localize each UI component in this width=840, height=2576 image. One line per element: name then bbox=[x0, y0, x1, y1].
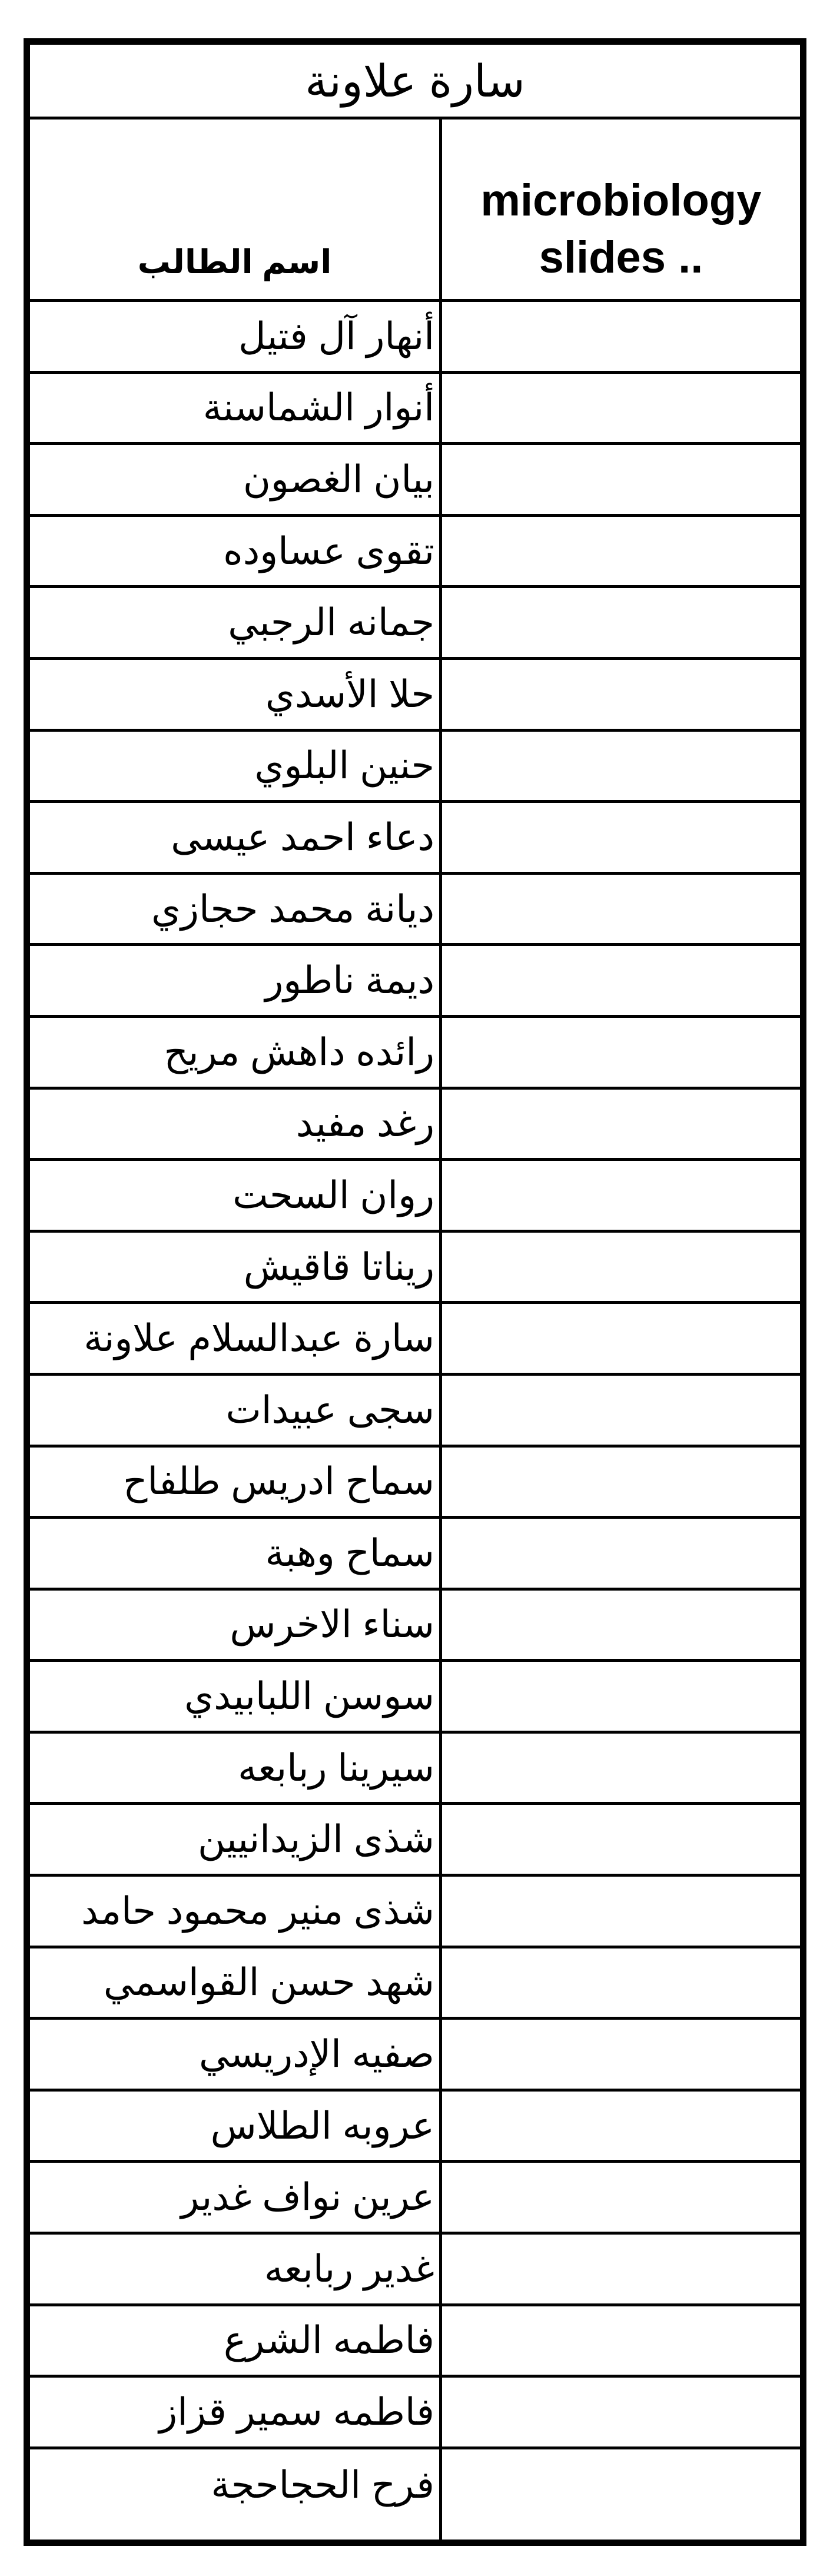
student-name-cell: بيان الغصون bbox=[243, 457, 434, 500]
student-name-cell: دعاء احمد عيسى bbox=[171, 815, 434, 858]
slides-mark-cell[interactable] bbox=[442, 1591, 800, 1659]
slides-mark-cell[interactable] bbox=[442, 1018, 800, 1087]
student-name-cell: سناء الاخرس bbox=[230, 1603, 434, 1646]
table-row bbox=[30, 1304, 800, 1376]
sheet-title: سارة علاونة bbox=[30, 45, 800, 119]
slides-mark-cell[interactable] bbox=[442, 302, 800, 371]
student-name-cell: شهد حسن القواسمي bbox=[103, 1961, 434, 2004]
slides-column-header: microbiology slides .. bbox=[480, 175, 762, 283]
table-row bbox=[30, 2092, 800, 2163]
table-row bbox=[30, 1877, 800, 1948]
slides-mark-cell[interactable] bbox=[442, 1090, 800, 1158]
student-name-cell: سماح ادريس طلفاح bbox=[123, 1460, 434, 1503]
slides-mark-cell[interactable] bbox=[442, 445, 800, 514]
student-name-cell: ريناتا قاقيش bbox=[243, 1245, 434, 1288]
table-row bbox=[30, 445, 800, 517]
slides-mark-cell[interactable] bbox=[442, 1519, 800, 1588]
slides-mark-cell[interactable] bbox=[442, 1948, 800, 2017]
table-row bbox=[30, 1948, 800, 2020]
student-name-cell: سوسن اللبابيدي bbox=[184, 1675, 434, 1718]
student-name-cell: فاطمه الشرع bbox=[224, 2319, 434, 2362]
student-name-cell: ديمة ناطور bbox=[265, 959, 434, 1002]
table-row bbox=[30, 1805, 800, 1877]
student-name-cell: حلا الأسدي bbox=[265, 672, 434, 715]
student-name-cell: صفيه الإدريسي bbox=[198, 2033, 434, 2076]
student-name-cell: شذى الزيدانيين bbox=[197, 1818, 434, 1861]
slides-mark-cell[interactable] bbox=[442, 588, 800, 657]
student-name-cell: سجى عبيدات bbox=[225, 1388, 434, 1431]
slides-mark-cell[interactable] bbox=[442, 1161, 800, 1230]
table-row bbox=[30, 875, 800, 947]
student-name-cell: روان السحت bbox=[233, 1173, 434, 1216]
table-row bbox=[30, 374, 800, 446]
student-name-cell: رائده داهش مريح bbox=[164, 1030, 434, 1073]
table-row bbox=[30, 660, 800, 732]
table-row bbox=[30, 1734, 800, 1805]
table-row bbox=[30, 2306, 800, 2378]
table-row bbox=[30, 1161, 800, 1233]
student-name-cell: سماح وهبة bbox=[265, 1531, 434, 1574]
student-name-cell: ديانة محمد حجازي bbox=[151, 887, 434, 930]
table-row bbox=[30, 2449, 800, 2521]
student-list bbox=[30, 302, 800, 2540]
table-row bbox=[30, 1376, 800, 1448]
slides-mark-cell[interactable] bbox=[442, 946, 800, 1015]
slides-mark-cell[interactable] bbox=[442, 374, 800, 443]
slides-mark-cell[interactable] bbox=[442, 2306, 800, 2375]
student-name-cell: أنوار الشماسنة bbox=[202, 386, 434, 429]
slides-mark-cell[interactable] bbox=[442, 2092, 800, 2160]
slides-mark-cell[interactable] bbox=[442, 1662, 800, 1731]
student-name-cell: حنين البلوي bbox=[254, 744, 434, 787]
table-row bbox=[30, 2235, 800, 2306]
table-row bbox=[30, 1519, 800, 1591]
table-row bbox=[30, 302, 800, 374]
table-row bbox=[30, 1233, 800, 1304]
slides-mark-cell[interactable] bbox=[442, 1877, 800, 1946]
student-name-cell: أنهار آل فتيل bbox=[238, 314, 434, 357]
student-name-cell: سيرينا ربابعه bbox=[238, 1746, 434, 1789]
slides-mark-cell[interactable] bbox=[442, 2020, 800, 2089]
slides-mark-cell[interactable] bbox=[442, 732, 800, 801]
slides-mark-cell[interactable] bbox=[442, 1233, 800, 1302]
header-row bbox=[30, 119, 800, 302]
table-row bbox=[30, 1018, 800, 1090]
student-name-cell: فرح الحجاحجة bbox=[211, 2464, 434, 2507]
table-row bbox=[30, 1591, 800, 1662]
slides-mark-cell[interactable] bbox=[442, 1734, 800, 1802]
table-row bbox=[30, 517, 800, 589]
table-row bbox=[30, 588, 800, 660]
slides-mark-cell[interactable] bbox=[442, 803, 800, 872]
slides-mark-cell[interactable] bbox=[442, 1304, 800, 1373]
student-name-cell: عرين نواف غدير bbox=[181, 2176, 434, 2219]
slides-mark-cell[interactable] bbox=[442, 2163, 800, 2232]
student-name-cell: رغد مفيد bbox=[296, 1102, 434, 1145]
student-name-cell: شذى منير محمود حامد bbox=[81, 1889, 434, 1932]
table-row bbox=[30, 2163, 800, 2235]
attendance-sheet bbox=[24, 38, 806, 2546]
slides-mark-cell[interactable] bbox=[442, 1376, 800, 1445]
name-column-header: اسم الطالب bbox=[137, 243, 332, 280]
table-row bbox=[30, 1448, 800, 1519]
slides-mark-cell[interactable] bbox=[442, 1805, 800, 1874]
slides-mark-cell[interactable] bbox=[442, 875, 800, 944]
slides-mark-cell[interactable] bbox=[442, 2378, 800, 2446]
table-row bbox=[30, 946, 800, 1018]
student-name-cell: عروبه الطلاس bbox=[210, 2104, 434, 2147]
table-row bbox=[30, 1662, 800, 1734]
slides-mark-cell[interactable] bbox=[442, 2235, 800, 2303]
student-name-cell: تقوى عساوده bbox=[223, 529, 434, 572]
slides-mark-cell[interactable] bbox=[442, 660, 800, 729]
table-row bbox=[30, 2020, 800, 2092]
student-name-cell: سارة عبدالسلام علاونة bbox=[84, 1317, 434, 1360]
student-name-cell: غدير ربابعه bbox=[264, 2247, 434, 2290]
table-row bbox=[30, 803, 800, 875]
slides-mark-cell[interactable] bbox=[442, 1448, 800, 1516]
table-row bbox=[30, 1090, 800, 1161]
slides-mark-cell[interactable] bbox=[442, 517, 800, 586]
table-row bbox=[30, 2378, 800, 2449]
table-row bbox=[30, 732, 800, 804]
student-name-cell: جمانه الرجبي bbox=[228, 601, 434, 644]
slides-mark-cell[interactable] bbox=[442, 2449, 800, 2521]
student-name-cell: فاطمه سمير قزاز bbox=[159, 2391, 434, 2434]
